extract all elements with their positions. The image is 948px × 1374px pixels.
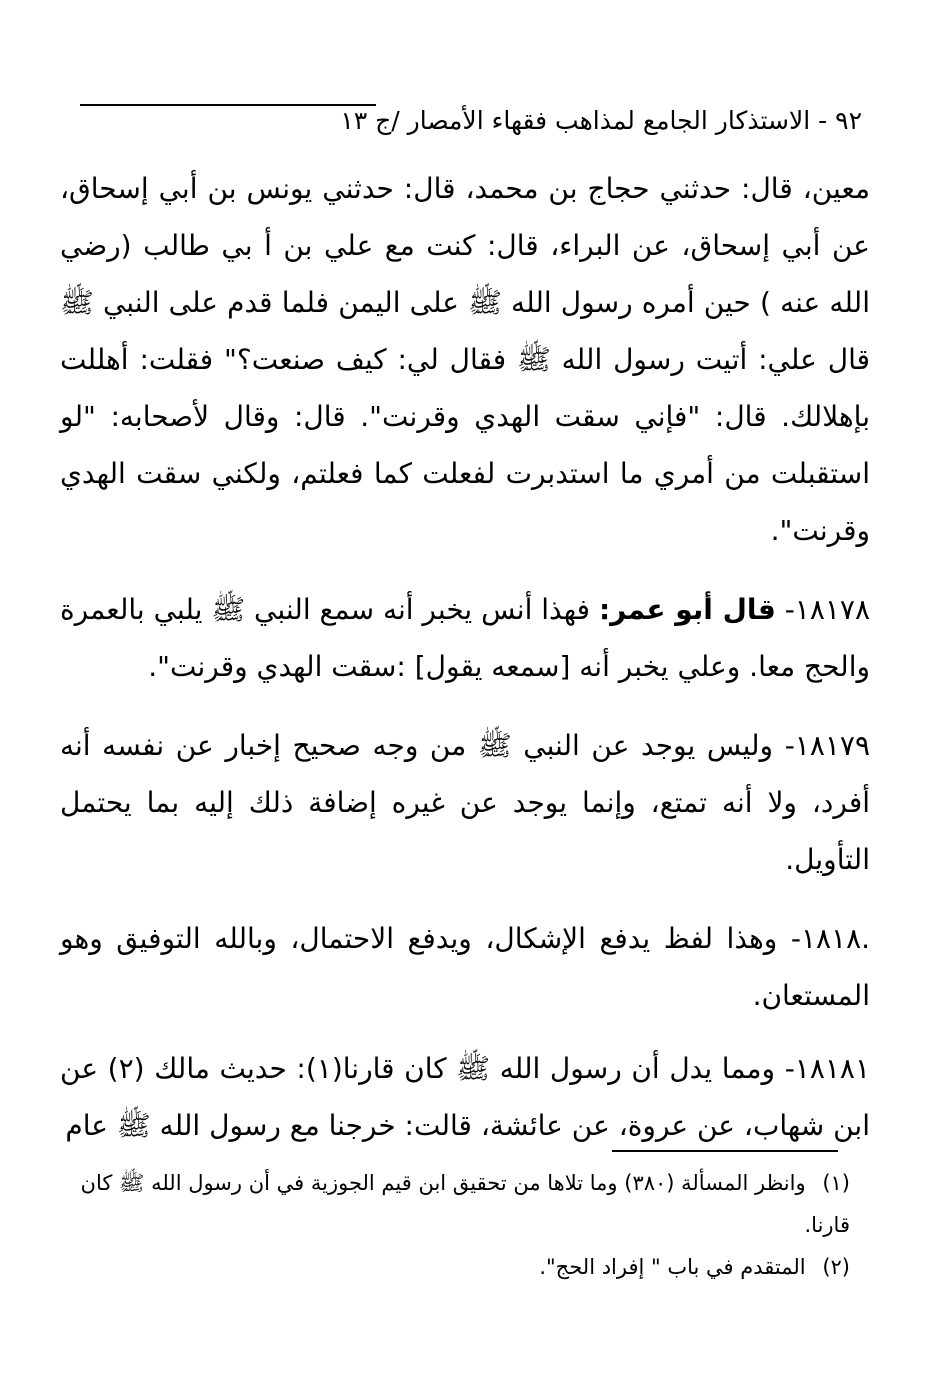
footnote-text: المتقدم في باب " إفراد الحج". xyxy=(539,1255,806,1279)
paragraph-18179 xyxy=(60,717,870,888)
paragraph-lead: قال أبو عمر: xyxy=(598,593,776,626)
paragraph-18180 xyxy=(60,910,870,1024)
footnotes xyxy=(50,1162,850,1288)
paragraph-18181 xyxy=(60,1040,870,1154)
footnote-rule xyxy=(612,1150,838,1152)
running-header: ٩٢ - الاستذكار الجامع لمذاهب فقهاء الأمصار /ج ١٣ xyxy=(340,106,862,135)
paragraph-number: ١٨١٧٨- xyxy=(784,593,870,626)
paragraph-number: .١٨١٨- xyxy=(790,922,871,955)
footnote-2 xyxy=(50,1246,850,1288)
main-text xyxy=(60,160,870,1154)
footnote-text: وانظر المسألة (٣٨٠) وما تلاها من تحقيق ابن قيم الجوزية في أن رسول الله ﷺ كان قارنا. xyxy=(80,1171,850,1237)
paragraph-text: وليس يوجد عن النبي ﷺ من وجه صحيح إخبار عن نفسه أنه أفرد، ولا أنه تمتع، وإنما يوجد عن غيره إضافة ذلك إليه بما يحتمل التأويل. xyxy=(60,729,870,876)
paragraph-continuation: معين، قال: حدثني حجاج بن محمد، قال: حدثني يونس بن أبي إسحاق، عن أبي إسحاق، عن البراء، قال: كنت مع علي بن أ بي طالب (رضي الله عنه ) حين أمره رسول الله ﷺ على اليمن فلما قدم على النبي ﷺ قال علي: أتيت رسول الله ﷺ فقال لي: كيف صنعت؟" فقلت: أهللت بإهلالك. قال: "فإني سقت الهدي وقرنت". قال: وقال لأصحابه: "لو استقبلت من أمري ما استدبرت لفعلت كما فعلتم، ولكني سقت الهدي وقرنت". xyxy=(60,172,870,547)
paragraph-text: ومما يدل أن رسول الله ﷺ كان قارنا(١): حديث مالك (٢) عن ابن شهاب، عن عروة، عن عائشة، قالت: خرجنا مع رسول الله ﷺ عام xyxy=(60,1052,870,1142)
paragraph-text: فهذا أنس يخبر أنه سمع النبي ﷺ يلبي بالعمرة والحج معا. وعلي يخبر أنه [سمعه يقول] :سقت الهدي وقرنت". xyxy=(60,593,870,683)
footnote-number: (١) xyxy=(822,1171,850,1195)
footnote-number: (٢) xyxy=(822,1255,850,1279)
paragraph-number: ١٨١٧٩- xyxy=(784,729,870,762)
paragraph-18178 xyxy=(60,581,870,695)
footnote-1 xyxy=(50,1162,850,1246)
paragraph-text: وهذا لفظ يدفع الإشكال، ويدفع الاحتمال، وبالله التوفيق وهو المستعان. xyxy=(60,922,870,1012)
header-rule xyxy=(80,104,376,106)
paragraph-number: ١٨١٨١- xyxy=(784,1052,870,1085)
